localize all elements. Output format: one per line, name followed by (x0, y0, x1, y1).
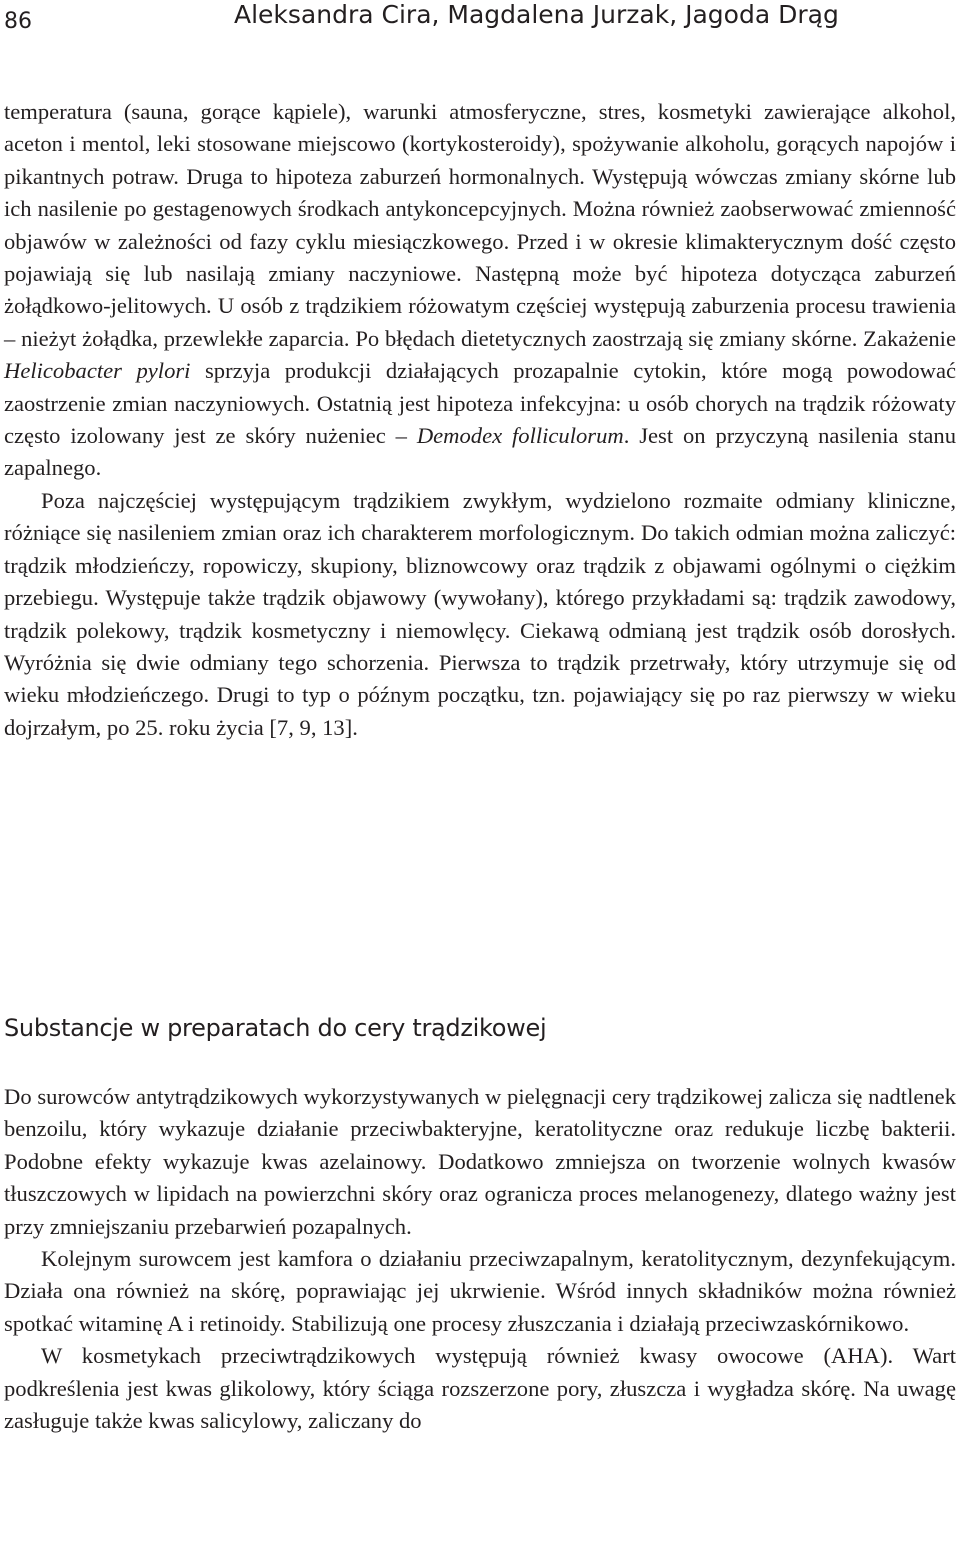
paragraph-text: sprzyja produkcji działających prozapalnie cytokin, które mogą powodować zaostrzenie zmian naczyniowych. Ostatnią jest hipoteza infekcyjna: u osób chorych na trądzik różowaty często izolowany jest ze skóry nużeniec – (4, 358, 956, 449)
body-text-top (4, 96, 956, 744)
running-head-authors: Aleksandra Cira, Magdalena Jurzak, Jagoda Drąg (234, 0, 839, 29)
paragraph-acne-varieties: Poza najczęściej występującym trądzikiem zwykłym, wydzielono rozmaite odmiany kliniczne, różniące się nasileniem zmian oraz ich charakterem morfologicznym. Do takich odmian można zaliczyć: trądzik młodzieńczy, ropowiczy, skupiony, bliznowcowy oraz trądzik z objawami ogólnymi o ciężkim przebiegu. Występuje także trądzik objawowy (wywołany), którego przykładami są: trądzik zawodowy, trądzik polekowy, trądzik kosmetyczny i niemowlęcy. Ciekawą odmianą jest trądzik osób dorosłych. Wyróżnia się dwie odmiany tego schorzenia. Pierwsza to trądzik przetrwały, który utrzymuje się od wieku młodzieńczego. Drugi to typ o późnym początku, tzn. pojawiający się po raz pierwszy w wieku dojrzałym, po 25. roku życia [7, 9, 13]. (4, 487, 956, 740)
page-number: 86 (4, 9, 32, 34)
section-heading: Substancje w preparatach do cery trądzikowej (4, 1014, 547, 1042)
paragraph-benzoyl-azelaic: Do surowców antytrądzikowych wykorzystywanych w pielęgnacji cery trądzikowej zalicza się nadtlenek benzoilu, który wykazuje działanie przeciwbakteryjne, keratolityczne oraz redukuje liczbę bakterii. Podobne efekty wykazuje kwas azelainowy. Dodatkowo zmniejsza on tworzenie wolnych kwasów tłuszczowych w lipidach na powierzchni skóry oraz ogranicza proces melanogenezy, dlatego ważny jest przy zmniejszaniu przebarwień pozapalnych. (4, 1084, 956, 1239)
paragraph-hypotheses (4, 96, 956, 485)
italic-term-helicobacter: Helicobacter pylori (4, 358, 191, 384)
section-body (4, 1081, 956, 1437)
paragraph-camphor: Kolejnym surowcem jest kamfora o działaniu przeciwzapalnym, keratolitycznym, dezynfekującym. Działa ona również na skórę, poprawiając jej ukrwienie. Wśród innych składników można również spotkać witaminę A i retinoidy. Stabilizują one procesy złuszczania i działają przeciwzaskórnikowo. (4, 1246, 956, 1336)
paragraph-aha: W kosmetykach przeciwtrądzikowych występują również kwasy owocowe (AHA). Wart podkreślenia jest kwas glikolowy, który ściąga rozszerzone pory, złuszcza i wygładza skórę. Na uwagę zasługuje także kwas salicylowy, zaliczany do (4, 1343, 956, 1434)
italic-term-demodex: Demodex folliculorum (416, 423, 624, 449)
paragraph-text: . Jest on przyczyną nasilenia stanu zapalnego. (4, 423, 956, 481)
paragraph-text: temperatura (sauna, gorące kąpiele), warunki atmosferyczne, stres, kosmetyki zawierające alkohol, aceton i mentol, leki stosowane miejscowo (kortykosteroidy), spożywanie alkoholu, gorących napojów i pikantnych potraw. Druga to hipoteza zaburzeń hormonalnych. Występują wówczas zmiany skórne lub ich nasilenie po gestagenowych środkach antykoncepcyjnych. Można również zaobserwować zmienność objawów w zależności od fazy cyklu miesiączkowego. Przed i w okresie klimakterycznym dość często pojawiają się lub nasilają zmiany naczyniowe. Następną może być hipoteza dotycząca zaburzeń żołądkowo-jelitowych. U osób z trądzikiem różowatym częściej występują zaburzenia procesu trawienia – nieżyt żołądka, przewlekłe zaparcia. Po błędach dietetycznych zaostrzają się zmiany skórne. Zakażenie (4, 99, 956, 351)
page-header (0, 0, 960, 40)
